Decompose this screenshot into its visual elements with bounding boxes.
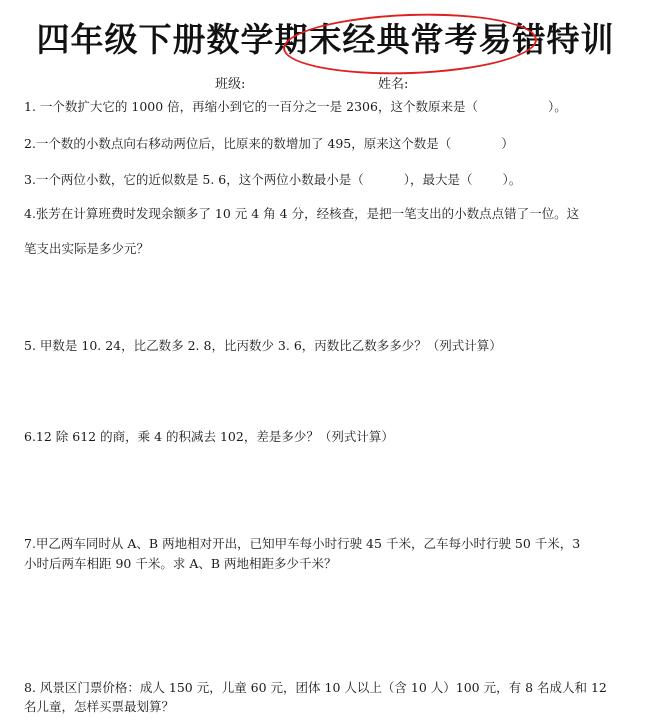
- question-1: 1. 一个数扩大它的 1000 倍，再缩小到它的一百分之一是 2306，这个数原来是（ ）。: [24, 99, 567, 114]
- question-7-line-1: 7.甲乙两车同时从 A、B 两地相对开出，已知甲车每小时行驶 45 千米，乙车每小时行驶 50 千米，3: [24, 536, 581, 551]
- class-label: 班级:: [215, 77, 246, 92]
- page-title: 四年级下册数学期末经典常考易错特训: [36, 20, 615, 59]
- question-6: 6.12 除 612 的商，乘 4 的积减去 102，差是多少？（列式计算）: [24, 429, 394, 444]
- question-8-line-2: 名儿童，怎样买票最划算？: [24, 699, 175, 714]
- question-5: 5. 甲数是 10. 24，比乙数多 2. 8，比丙数少 3. 6，丙数比乙数多多少？（列式计算）: [24, 338, 502, 353]
- question-2: 2.一个数的小数点向右移动两位后，比原来的数增加了 495，原来这个数是（ ）: [24, 136, 514, 151]
- question-3: 3.一个两位小数，它的近似数是 5. 6，这个两位小数最小是（ ），最大是（ ）。: [24, 172, 522, 187]
- name-label: 姓名:: [378, 77, 409, 92]
- question-8-line-1: 8. 风景区门票价格：成人 150 元，儿童 60 元，团体 10 人以上（含 10 人）100 元，有 8 名成人和 12: [24, 680, 607, 695]
- question-4-line-2: 笔支出实际是多少元？: [24, 241, 150, 256]
- question-7-line-2: 小时后两车相距 90 千米。求 A、B 两地相距多少千米？: [24, 556, 337, 571]
- question-4-line-1: 4.张芳在计算班费时发现余额多了 10 元 4 角 4 分，经核查，是把一笔支出的小数点点错了一位。这: [24, 206, 580, 221]
